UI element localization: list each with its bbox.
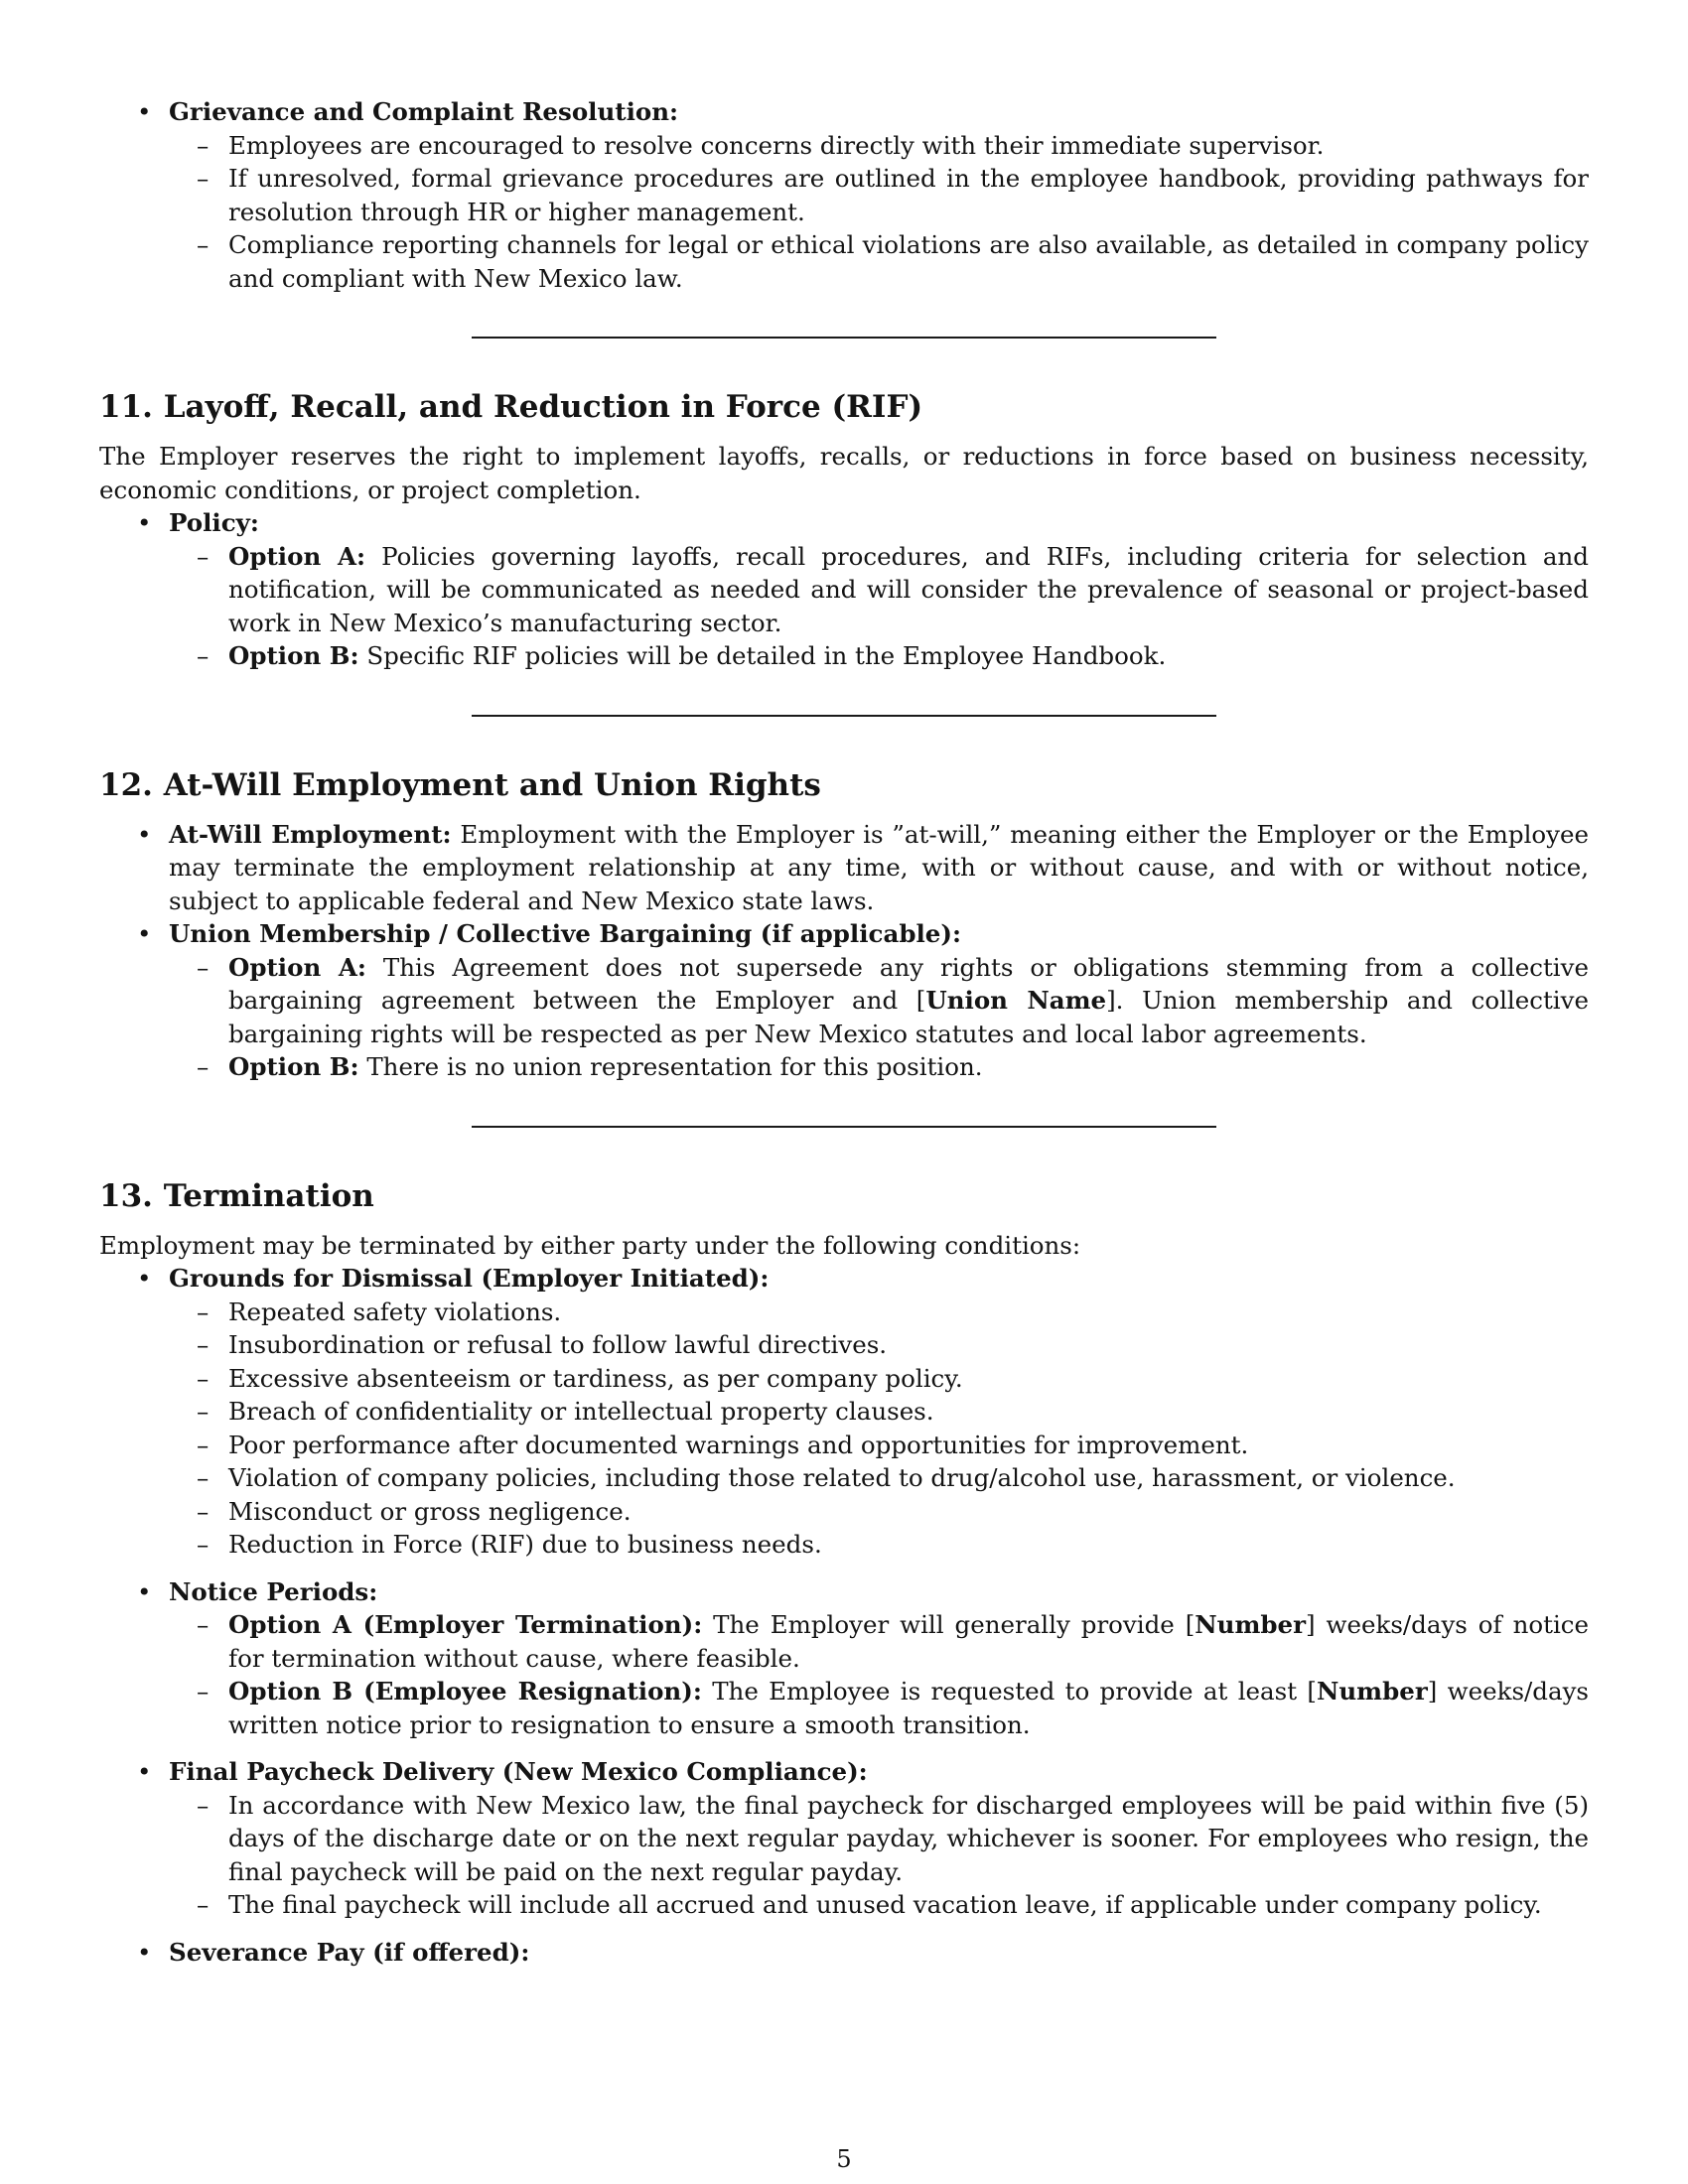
number-placeholder: Number bbox=[1195, 1610, 1307, 1639]
section-11-intro: The Employer reserves the right to implement layoffs, recalls, or reductions in force based on business necessity, economic conditions, or project completion. bbox=[99, 442, 1589, 504]
section-13-list bbox=[99, 1262, 1589, 1969]
dash-icon: – bbox=[197, 1677, 210, 1706]
dash-icon: – bbox=[197, 1890, 210, 1919]
notice-option-a bbox=[169, 1608, 1589, 1675]
grounds-label: Grounds for Dismissal (Employer Initiated): bbox=[169, 1264, 770, 1293]
union-label: Union Membership / Collective Bargaining (if applicable): bbox=[169, 919, 961, 948]
atwill-label: At-Will Employment: bbox=[169, 819, 452, 849]
list-item bbox=[169, 1495, 1589, 1529]
grievance-list bbox=[99, 95, 1589, 295]
list-item-text: The final paycheck will include all accrued and unused vacation leave, if applicable under company policy. bbox=[228, 1890, 1542, 1919]
dash-icon: – bbox=[197, 164, 210, 193]
bullet-icon: • bbox=[137, 1576, 152, 1606]
option-b-item bbox=[169, 1050, 1589, 1084]
list-item-text: Repeated safety violations. bbox=[228, 1297, 562, 1326]
list-item bbox=[169, 1362, 1589, 1396]
dash-icon: – bbox=[197, 541, 210, 571]
policy-label: Policy: bbox=[169, 508, 259, 537]
notice-sublist bbox=[169, 1608, 1589, 1741]
section-12-heading: 12. At-Will Employment and Union Rights bbox=[99, 766, 821, 803]
bullet-icon: • bbox=[137, 819, 152, 849]
final-paycheck-sublist bbox=[169, 1789, 1589, 1922]
grounds-sublist bbox=[169, 1296, 1589, 1562]
section-11-heading: 11. Layoff, Recall, and Reduction in Force (RIF) bbox=[99, 389, 923, 425]
union-name-placeholder: Union Name bbox=[925, 986, 1107, 1015]
dash-icon: – bbox=[197, 130, 210, 160]
section-13-intro: Employment may be terminated by either party under the following conditions: bbox=[99, 1230, 1081, 1260]
section-13-heading: 13. Termination bbox=[99, 1177, 374, 1214]
notice-b-text-cont: ] weeks/days written notice prior to resignation to ensure a smooth transition. bbox=[228, 1677, 1589, 1739]
list-item bbox=[169, 1429, 1589, 1462]
number-placeholder: Number bbox=[1316, 1677, 1428, 1706]
final-paycheck-label: Final Paycheck Delivery (New Mexico Compliance): bbox=[169, 1757, 868, 1786]
list-item-text: Insubordination or refusal to follow lawful directives. bbox=[228, 1330, 888, 1359]
list-item-text: Misconduct or gross negligence. bbox=[228, 1496, 632, 1526]
final-paycheck-item bbox=[99, 1755, 1589, 1922]
section-12-list bbox=[99, 818, 1589, 1084]
list-item bbox=[169, 1888, 1589, 1922]
dash-icon: – bbox=[197, 1363, 210, 1393]
bullet-icon: • bbox=[137, 1757, 152, 1786]
option-a-text: Policies governing layoffs, recall procedures, and RIFs, including criteria for selection and notification, will be communicated as needed and will consider the prevalence of seasonal or project-based work in New Mexico’s manufacturing sector. bbox=[228, 541, 1589, 637]
notice-b-text: The Employee is requested to provide at least [ bbox=[701, 1677, 1317, 1706]
option-a-text-cont: ]. Union membership and collective bargaining rights will be respected as per New Mexico statutes and local labor agreements. bbox=[228, 986, 1589, 1048]
dash-icon: – bbox=[197, 1496, 210, 1526]
list-item-text: Compliance reporting channels for legal or ethical violations are also available, as detailed in company policy and compliant with New Mexico law. bbox=[228, 230, 1589, 293]
severance-item bbox=[99, 1936, 1589, 1970]
section-divider bbox=[472, 1126, 1216, 1128]
list-item bbox=[169, 1789, 1589, 1889]
policy-item bbox=[99, 506, 1589, 673]
union-sublist bbox=[169, 951, 1589, 1084]
dash-icon: – bbox=[197, 1430, 210, 1459]
notice-a-text: The Employer will generally provide [ bbox=[702, 1610, 1196, 1639]
option-b-label: Option B: bbox=[228, 641, 359, 670]
list-item bbox=[169, 162, 1589, 228]
dash-icon: – bbox=[197, 1397, 210, 1426]
dash-icon: – bbox=[197, 641, 210, 670]
severance-label: Severance Pay (if offered): bbox=[169, 1937, 530, 1967]
dash-icon: – bbox=[197, 1530, 210, 1559]
bullet-icon: • bbox=[137, 508, 152, 537]
section-11-list bbox=[99, 506, 1589, 673]
option-a-item bbox=[169, 540, 1589, 640]
list-item bbox=[169, 1328, 1589, 1362]
bullet-icon: • bbox=[137, 919, 152, 948]
document-page bbox=[99, 95, 1589, 1969]
dash-icon: – bbox=[197, 952, 210, 982]
policy-sublist bbox=[169, 540, 1589, 673]
list-item bbox=[169, 1395, 1589, 1429]
list-item-text: Employees are encouraged to resolve concerns directly with their immediate supervisor. bbox=[228, 130, 1325, 160]
option-b-text: There is no union representation for this position. bbox=[358, 1052, 983, 1081]
list-item-text: Excessive absenteeism or tardiness, as per company policy. bbox=[228, 1363, 963, 1393]
option-b-label: Option B: bbox=[228, 1052, 359, 1081]
list-item-text: In accordance with New Mexico law, the final paycheck for discharged employees will be paid within five (5) days of the discharge date or on the next regular payday, whichever is sooner. For employees who resign, the final paycheck will be paid on the next regular payday. bbox=[228, 1790, 1589, 1886]
notice-a-text-cont: ] weeks/days of notice for termination without cause, where feasible. bbox=[228, 1610, 1589, 1673]
option-b-text: Specific RIF policies will be detailed in the Employee Handbook. bbox=[358, 641, 1167, 670]
notice-a-label: Option A (Employer Termination): bbox=[228, 1610, 703, 1639]
bullet-icon: • bbox=[137, 1937, 152, 1967]
list-item-text: If unresolved, formal grievance procedures are outlined in the employee handbook, providing pathways for resolution through HR or higher management. bbox=[228, 164, 1589, 226]
atwill-item bbox=[99, 818, 1589, 918]
dash-icon: – bbox=[197, 1330, 210, 1359]
list-item bbox=[169, 1528, 1589, 1562]
grievance-item bbox=[99, 95, 1589, 295]
list-item-text: Breach of confidentiality or intellectual property clauses. bbox=[228, 1397, 934, 1426]
union-item bbox=[99, 917, 1589, 1084]
dash-icon: – bbox=[197, 1610, 210, 1639]
option-b-item bbox=[169, 639, 1589, 673]
option-a-label: Option A: bbox=[228, 952, 366, 982]
section-divider bbox=[472, 715, 1216, 717]
grounds-item bbox=[99, 1262, 1589, 1562]
list-item-text: Violation of company policies, including those related to drug/alcohol use, harassment, or violence. bbox=[228, 1463, 1456, 1492]
section-divider bbox=[472, 337, 1216, 339]
list-item-text: Poor performance after documented warnings and opportunities for improvement. bbox=[228, 1430, 1249, 1459]
list-item bbox=[169, 129, 1589, 163]
grievance-title: Grievance and Complaint Resolution: bbox=[169, 97, 679, 126]
atwill-text: Employment with the Employer is ”at-will,” meaning either the Employer or the Employee may terminate the employment relationship at any time, with or without cause, and with or without notice, subject to applicable federal and New Mexico state laws. bbox=[169, 819, 1589, 915]
notice-option-b bbox=[169, 1675, 1589, 1741]
dash-icon: – bbox=[197, 1297, 210, 1326]
dash-icon: – bbox=[197, 1052, 210, 1081]
dash-icon: – bbox=[197, 230, 210, 259]
bullet-icon: • bbox=[137, 97, 152, 126]
dash-icon: – bbox=[197, 1790, 210, 1820]
page-number: 5 bbox=[836, 2145, 852, 2173]
list-item bbox=[169, 1461, 1589, 1495]
bullet-icon: • bbox=[137, 1264, 152, 1293]
option-a-label: Option A: bbox=[228, 541, 366, 571]
grievance-sublist bbox=[169, 129, 1589, 296]
list-item bbox=[169, 228, 1589, 295]
dash-icon: – bbox=[197, 1463, 210, 1492]
notice-label: Notice Periods: bbox=[169, 1576, 378, 1606]
list-item bbox=[169, 1296, 1589, 1329]
notice-b-label: Option B (Employee Resignation): bbox=[228, 1677, 702, 1706]
option-a-text: This Agreement does not supersede any rights or obligations stemming from a collective bargaining agreement between the Employer and [ bbox=[228, 952, 1589, 1015]
option-a-item bbox=[169, 951, 1589, 1051]
list-item-text: Reduction in Force (RIF) due to business needs. bbox=[228, 1530, 822, 1559]
notice-item bbox=[99, 1575, 1589, 1742]
